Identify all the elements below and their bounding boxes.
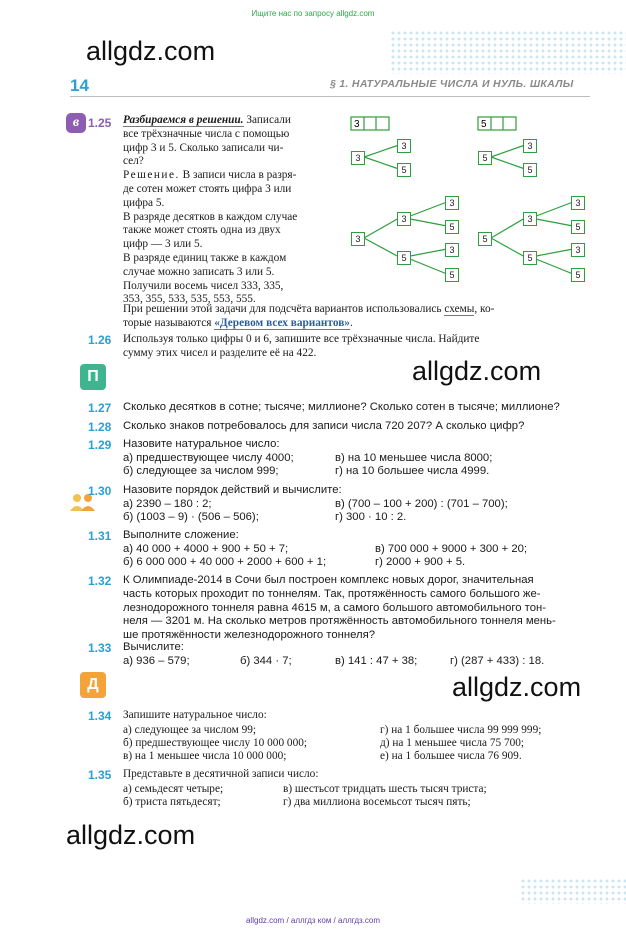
problem-1-29-title: Назовите натуральное число: bbox=[123, 438, 280, 450]
text-line: случае можно записать 3 или 5. bbox=[123, 265, 275, 278]
problem-1-25-footnote bbox=[123, 303, 593, 331]
item-d: г) на 1 большее числа 99 999 999; bbox=[380, 724, 542, 736]
item-c: в) 700 000 + 9000 + 300 + 20; bbox=[375, 543, 528, 555]
text-line: Решение. В записи числа в разря- bbox=[123, 169, 297, 182]
item-a: а) 2390 – 180 : 2; bbox=[123, 498, 212, 510]
tree-node: 3 bbox=[571, 243, 585, 257]
item-b: б) (1003 – 9) · (506 – 506); bbox=[123, 511, 259, 523]
tree-node: 5 bbox=[571, 268, 585, 282]
bottom-banner[interactable]: allgdz.com / аллгдз ком / аллгдз.com bbox=[245, 916, 381, 925]
item-a: а) 936 – 579; bbox=[123, 655, 190, 667]
tree-node: 3 bbox=[351, 232, 365, 246]
item-b: б) триста пятьдесят; bbox=[123, 796, 221, 808]
item-c: в) (700 – 100 + 200) : (701 – 700); bbox=[335, 498, 508, 510]
item-d: г) на 10 большее числа 4999. bbox=[335, 465, 490, 477]
text-line: сел? bbox=[123, 155, 144, 168]
tree-node: 3 bbox=[397, 139, 411, 153]
tree-node: 5 bbox=[523, 163, 537, 177]
problem-1-35-title: Представьте в десятичной записи число: bbox=[123, 768, 319, 780]
divider bbox=[70, 96, 590, 97]
tree-node: 3 bbox=[397, 212, 411, 226]
text-line: Получили восемь чисел 333, 335, bbox=[123, 279, 284, 292]
decor-dots bbox=[390, 30, 626, 74]
problem-number: 1.26 bbox=[88, 333, 112, 347]
text-line: де сотен может стоять цифра 3 или bbox=[123, 182, 292, 195]
text-line: цифр — 3 или 5. bbox=[123, 238, 203, 251]
tree-node: 5 bbox=[478, 151, 492, 165]
problem-number: 1.27 bbox=[88, 401, 112, 415]
puzzle-p-icon: П bbox=[80, 364, 106, 390]
problem-number: 1.34 bbox=[88, 709, 112, 723]
text-line: цифра 5. bbox=[123, 196, 165, 209]
tree-node: 5 bbox=[478, 232, 492, 246]
top-banner[interactable]: Ищите нас по запросу allgdz.com bbox=[251, 9, 375, 18]
tree-node: 5 bbox=[397, 251, 411, 265]
difficulty-badge-icon: в bbox=[66, 113, 86, 133]
text-line: В разряде десятков в каждом случае bbox=[123, 210, 298, 223]
problem-number: 1.32 bbox=[88, 574, 112, 588]
watermark: allgdz.com bbox=[66, 820, 196, 850]
item-a: а) 40 000 + 4000 + 900 + 50 + 7; bbox=[123, 543, 289, 555]
text-line: 353, 355, 533, 535, 553, 555. bbox=[123, 293, 256, 306]
problem-number: 1.33 bbox=[88, 641, 112, 655]
item-b: б) следующее за числом 999; bbox=[123, 465, 279, 477]
tree-node: 3 bbox=[445, 243, 459, 257]
tree-node: 3 bbox=[445, 196, 459, 210]
text-line: Разбираемся в решении. Записали bbox=[123, 114, 291, 126]
problem-number: 1.28 bbox=[88, 420, 112, 434]
tree-node: 5 bbox=[523, 251, 537, 265]
item-a: а) предшествующее числу 4000; bbox=[123, 452, 294, 464]
text-line: все трёхзначные числа с помощью bbox=[123, 127, 290, 140]
text-line: В разряде единиц также в каждом bbox=[123, 251, 287, 264]
item-b: б) 6 000 000 + 40 000 + 2000 + 600 + 1; bbox=[123, 556, 327, 568]
problem-1-30-title: Назовите порядок действий и вычислите: bbox=[123, 484, 342, 496]
item-d: г) два миллиона восемьсот тысяч пять; bbox=[283, 796, 471, 808]
problem-number: 1.31 bbox=[88, 529, 112, 543]
item-b: б) 344 · 7; bbox=[240, 655, 292, 667]
problem-1-25-text bbox=[123, 114, 338, 307]
item-c: в) на 1 меньшее числа 10 000 000; bbox=[123, 750, 287, 762]
tree-node: 5 bbox=[397, 163, 411, 177]
item-a: а) семьдесят четыре; bbox=[123, 783, 224, 795]
item-a: а) следующее за числом 99; bbox=[123, 724, 257, 736]
item-d: г) 2000 + 900 + 5. bbox=[375, 556, 466, 568]
watermark: allgdz.com bbox=[86, 36, 216, 66]
item-e: д) на 1 меньшее числа 75 700; bbox=[380, 737, 525, 749]
problem-1-26-text: Используя только цифры 0 и 6, запишите все трёхзначные числа. Найдите сумму этих чисел и разделите её на 422. bbox=[123, 333, 480, 359]
tree-node: 3 bbox=[523, 139, 537, 153]
text-line: цифр 3 и 5. Сколько записали чи- bbox=[123, 141, 284, 154]
variant-tree-diagram bbox=[345, 112, 595, 288]
item-b: б) предшествующее числу 10 000 000; bbox=[123, 737, 307, 749]
tree-node: 3 bbox=[571, 196, 585, 210]
tree-node: 5 bbox=[445, 220, 459, 234]
problem-1-33-title: Вычислите: bbox=[123, 641, 184, 653]
tree-node: 3 bbox=[351, 151, 365, 165]
problem-1-28-text: Сколько знаков потребовалось для записи числа 720 207? А сколько цифр? bbox=[123, 420, 525, 432]
problem-1-27-text: Сколько десятков в сотне; тысяче; миллионе? Сколько сотен в тысяче; миллионе? bbox=[123, 401, 560, 413]
item-c: в) 141 : 47 + 38; bbox=[335, 655, 418, 667]
item-f: е) на 1 большее числа 76 909. bbox=[380, 750, 522, 762]
text-line: торые называются «Деревом всех вариантов». bbox=[123, 316, 353, 329]
item-d: г) (287 + 433) : 18. bbox=[450, 655, 545, 667]
text-line: также может стоять одна из двух bbox=[123, 224, 281, 237]
text-line: При решении этой задачи для подсчёта вариантов использовались схемы, ко- bbox=[123, 303, 495, 315]
item-c: в) шестьсот тридцать шесть тысяч триста; bbox=[283, 783, 487, 795]
tree-lines bbox=[364, 145, 573, 274]
item-d: г) 300 · 10 : 2. bbox=[335, 511, 407, 523]
problem-number: 1.25 bbox=[88, 116, 112, 130]
problem-1-32-text: К Олимпиаде-2014 в Сочи был построен комплекс новых дорог, значительная часть которых проходит по тоннелям. Так, протяжённость самого большого же- лезнодорожного тоннеля равна 4615 м, а самого большого автомобильного тон- неля — 3201 м. На сколько метров протяжённость автомобильного тоннеля мень- ше протяжённости железнодорожного тоннеля? bbox=[123, 574, 556, 642]
problem-number: 1.35 bbox=[88, 768, 112, 782]
decor-dots bbox=[520, 878, 626, 904]
problem-1-31-title: Выполните сложение: bbox=[123, 529, 239, 541]
puzzle-d-icon: Д bbox=[80, 672, 106, 698]
item-c: в) на 10 меньшее числа 8000; bbox=[335, 452, 493, 464]
problem-number: 1.29 bbox=[88, 438, 112, 452]
watermark: allgdz.com bbox=[452, 672, 582, 702]
page-number: 14 bbox=[70, 76, 89, 95]
problem-number: 1.30 bbox=[88, 484, 112, 498]
digit-label: 5 bbox=[481, 119, 487, 130]
problem-1-34-title: Запишите натуральное число: bbox=[123, 709, 267, 721]
digit-label: 3 bbox=[354, 119, 360, 130]
section-title: § 1. НАТУРАЛЬНЫЕ ЧИСЛА И НУЛЬ. ШКАЛЫ bbox=[330, 78, 574, 90]
tree-node: 5 bbox=[571, 220, 585, 234]
tree-node: 3 bbox=[523, 212, 537, 226]
tree-node: 5 bbox=[445, 268, 459, 282]
watermark: allgdz.com bbox=[412, 356, 542, 386]
